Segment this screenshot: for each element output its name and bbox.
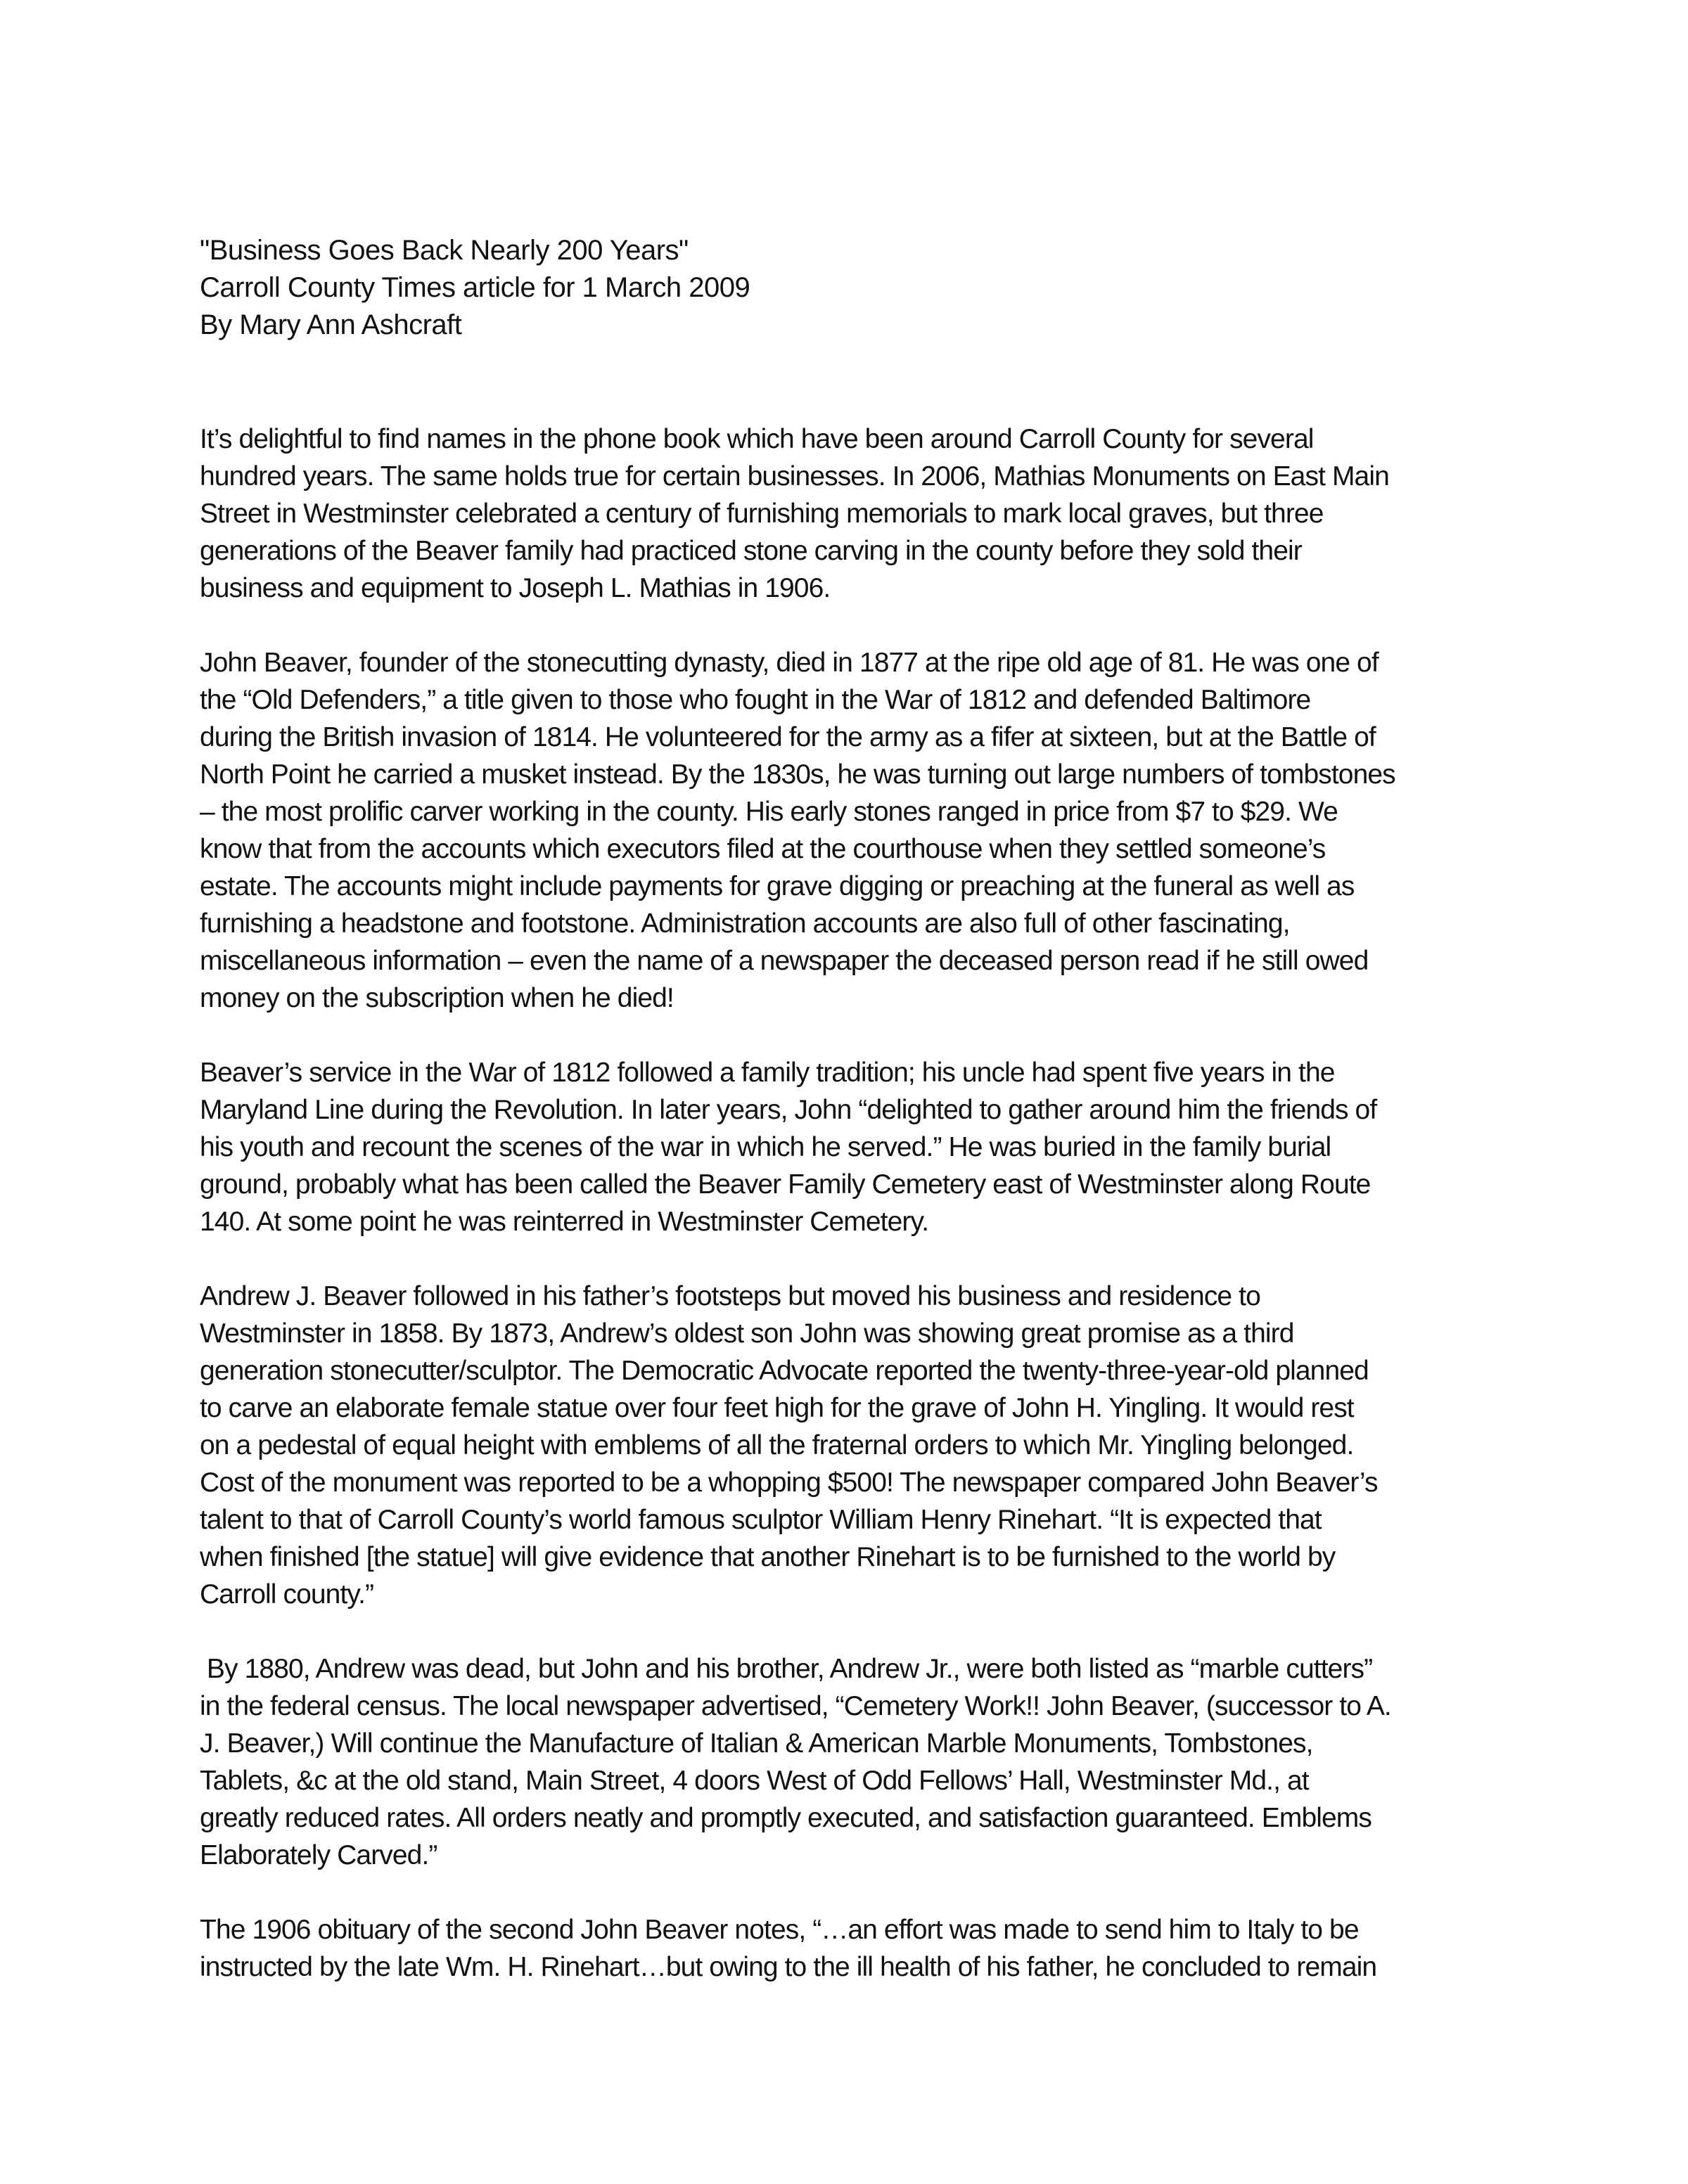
- paragraph-obituary: [200, 1911, 1522, 1986]
- text-line: know that from the accounts which executors filed at the courthouse when they settled someone’s: [200, 834, 1326, 864]
- text-line: By 1880, Andrew was dead, but John and his brother, Andrew Jr., were both listed as “marble cutters”: [200, 1654, 1373, 1684]
- text-line: North Point he carried a musket instead. By the 1830s, he was turning out large numbers of tombstones: [200, 759, 1395, 790]
- text-line: Cost of the monument was reported to be a whopping $500! The newspaper compared John Beaver’s: [200, 1467, 1378, 1498]
- text-line: on a pedestal of equal height with emblems of all the fraternal orders to which Mr. Yingling belonged.: [200, 1430, 1354, 1460]
- text-line: Carroll county.”: [200, 1579, 374, 1610]
- text-line: generation stonecutter/sculptor. The Democratic Advocate reported the twenty-three-year-old planned: [200, 1356, 1369, 1386]
- text-line: miscellaneous information – even the name of a newspaper the deceased person read if he still owed: [200, 946, 1369, 976]
- text-line: the “Old Defenders,” a title given to those who fought in the War of 1812 and defended Baltimore: [200, 685, 1311, 715]
- text-line: ground, probably what has been called the Beaver Family Cemetery east of Westminster along Route: [200, 1169, 1371, 1200]
- text-line: Tablets, &c at the old stand, Main Street, 4 doors West of Odd Fellows’ Hall, Westminster Md., at: [200, 1766, 1309, 1796]
- text-line: his youth and recount the scenes of the war in which he served.” He was buried in the family burial: [200, 1132, 1331, 1162]
- text-line: Beaver’s service in the War of 1812 followed a family tradition; his uncle had spent five years in the: [200, 1058, 1335, 1088]
- article-body: [200, 420, 1522, 2023]
- text-line: during the British invasion of 1814. He volunteered for the army as a fifer at sixteen, but at the Battle of: [200, 722, 1376, 752]
- article-title: "Business Goes Back Nearly 200 Years": [200, 235, 689, 266]
- paragraph-war-service: [200, 1054, 1522, 1240]
- paragraph-intro: [200, 420, 1522, 607]
- paragraph-john-beaver: [200, 644, 1522, 1017]
- publication-line: Carroll County Times article for 1 March 2009: [200, 272, 750, 303]
- text-line: Maryland Line during the Revolution. In later years, John “delighted to gather around him the friends of: [200, 1095, 1377, 1125]
- text-line: talent to that of Carroll County’s world famous sculptor William Henry Rinehart. “It is expected that: [200, 1505, 1322, 1535]
- text-line: in the federal census. The local newspaper advertised, “Cemetery Work!! John Beaver, (successor to A.: [200, 1691, 1391, 1721]
- paragraph-marble-cutters: [200, 1650, 1522, 1874]
- text-line: greatly reduced rates. All orders neatly and promptly executed, and satisfaction guaranteed. Emblems: [200, 1803, 1372, 1833]
- text-line: Street in Westminster celebrated a century of furnishing memorials to mark local graves, but three: [200, 499, 1324, 529]
- text-line: instructed by the late Wm. H. Rinehart…but owing to the ill health of his father, he concluded to remain: [200, 1952, 1377, 1982]
- text-line: to carve an elaborate female statue over four feet high for the grave of John H. Yingling. It would rest: [200, 1393, 1354, 1423]
- text-line: generations of the Beaver family had practiced stone carving in the county before they sold their: [200, 536, 1302, 566]
- text-line: – the most prolific carver working in the county. His early stones ranged in price from $7 to $29. We: [200, 797, 1338, 827]
- text-line: money on the subscription when he died!: [200, 983, 674, 1013]
- text-line: Westminster in 1858. By 1873, Andrew’s oldest son John was showing great promise as a third: [200, 1318, 1294, 1349]
- byline: By Mary Ann Ashcraft: [200, 309, 462, 340]
- text-line: Andrew J. Beaver followed in his father’s footsteps but moved his business and residence to: [200, 1281, 1260, 1311]
- paragraph-andrew-beaver: [200, 1278, 1522, 1613]
- article-header: [200, 232, 750, 344]
- text-line: estate. The accounts might include payments for grave digging or preaching at the funeral as well as: [200, 871, 1355, 901]
- text-line: Elaborately Carved.”: [200, 1840, 437, 1870]
- text-line: John Beaver, founder of the stonecutting dynasty, died in 1877 at the ripe old age of 81. He was one of: [200, 648, 1379, 678]
- text-line: The 1906 obituary of the second John Beaver notes, “…an effort was made to send him to Italy to be: [200, 1915, 1359, 1945]
- text-line: when finished [the statue] will give evidence that another Rinehart is to be furnished to the world by: [200, 1542, 1336, 1572]
- text-line: business and equipment to Joseph L. Mathias in 1906.: [200, 573, 831, 603]
- text-line: hundred years. The same holds true for certain businesses. In 2006, Mathias Monuments on East Main: [200, 461, 1389, 492]
- text-line: 140. At some point he was reinterred in Westminster Cemetery.: [200, 1207, 929, 1237]
- text-line: furnishing a headstone and footstone. Administration accounts are also full of other fascinating,: [200, 908, 1290, 939]
- text-line: J. Beaver,) Will continue the Manufacture of Italian & American Marble Monuments, Tombstones,: [200, 1728, 1313, 1759]
- text-line: It’s delightful to find names in the phone book which have been around Carroll County for several: [200, 424, 1314, 454]
